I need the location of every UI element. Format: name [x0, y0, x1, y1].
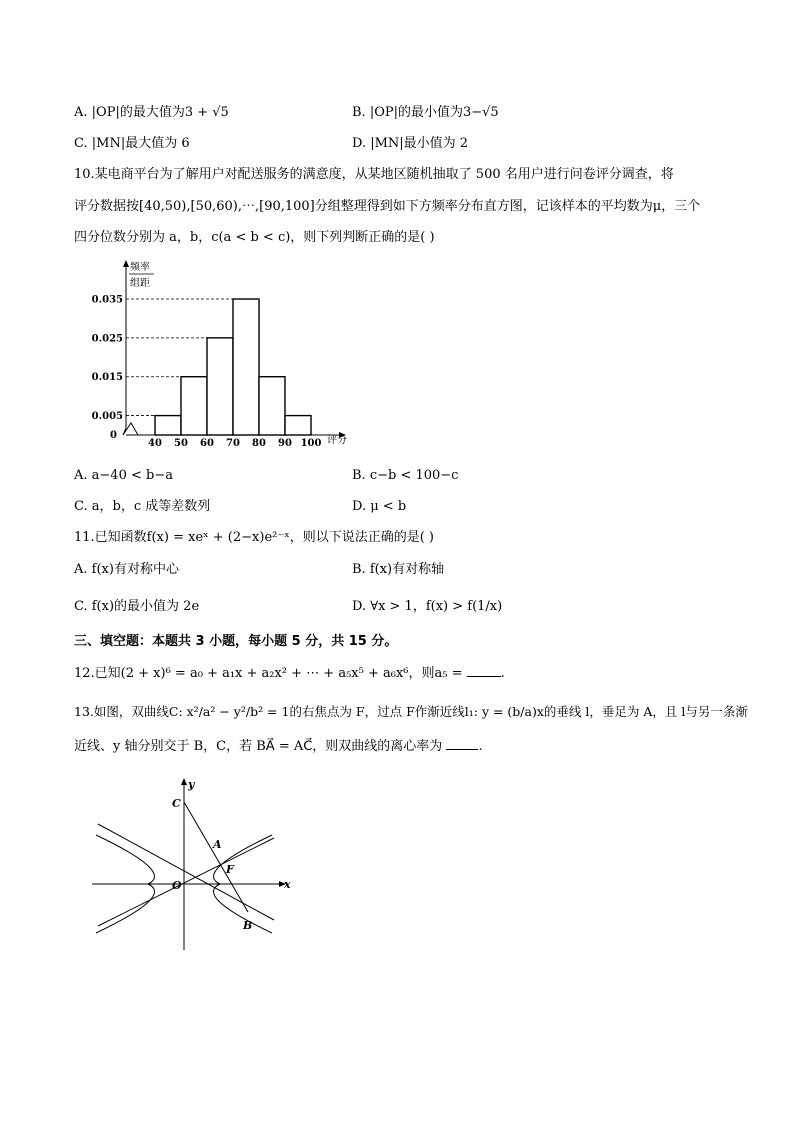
origin-label: 0 — [110, 430, 117, 441]
x-tick-label: 100 — [300, 438, 322, 449]
hyperbola-figure — [92, 774, 302, 952]
x-tick-label: 50 — [174, 438, 188, 449]
frequency-histogram — [91, 258, 370, 450]
q12-text: 12.已知(2 + x)⁶ = a₀ + a₁x + a₂x² + ⋯ + a₅x⁵ + a₆x⁶，则a₅ = — [74, 666, 463, 681]
label-o: O — [172, 879, 182, 892]
x-tick-label: 80 — [252, 438, 266, 449]
q10-option-b: B. c−b < 100−c — [352, 468, 459, 483]
label-y: y — [188, 778, 195, 791]
histogram-bar — [233, 299, 259, 435]
y-label-bottom: 组距 — [130, 278, 150, 289]
histogram-bar — [155, 416, 181, 435]
label-b: B — [243, 919, 253, 932]
line-l — [184, 802, 248, 912]
q13-stem-line1: 13.如图，双曲线C: x²/a² − y²/b² = 1的右焦点为 F，过点 F作渐近线l₁: y = (b/a)x的垂线 l，垂足为 A，且 l与另一条渐 — [74, 704, 748, 719]
q11-stem: 11.已知函数f(x) = xeˣ + (2−x)e²⁻ˣ，则以下说法正确的是( ) — [74, 530, 435, 545]
q10-option-c: C. a，b，c 成等差数列 — [74, 499, 211, 514]
label-a: A — [213, 838, 222, 851]
histogram-bar — [285, 416, 311, 435]
q10-stem-line2: 评分数据按[40,50),[50,60),⋯,[90,100]分组整理得到如下方频率分布直方图，记该样本的平均数为μ，三个 — [74, 199, 701, 214]
q12-answer-blank — [467, 664, 501, 677]
y-tick-label: 0.005 — [91, 411, 123, 423]
q13-end: . — [478, 739, 483, 754]
asymptote-l2 — [98, 824, 274, 920]
q10-stem-line1: 10.某电商平台为了解用户对配送服务的满意度，从某地区随机抽取了 500 名用户进行问卷评分调查，将 — [74, 167, 674, 182]
label-c: C — [172, 797, 181, 810]
asymptote-l1 — [98, 838, 274, 926]
label-x: x — [284, 878, 291, 891]
histogram-bar — [181, 377, 207, 435]
histogram-bar — [259, 377, 285, 435]
q11-option-a: A. f(x)有对称中心 — [74, 562, 179, 577]
q11-option-c: C. f(x)的最小值为 2e — [74, 599, 200, 614]
x-tick-label: 70 — [226, 438, 240, 449]
q11-option-d: D. ∀x > 1，f(x) > f(1/x) — [352, 599, 503, 614]
axis-break — [123, 423, 138, 435]
x-tick-label: 90 — [278, 438, 292, 449]
y-tick-label: 0.015 — [91, 372, 123, 384]
q9-option-c: C. |MN|最大值为 6 — [74, 136, 190, 151]
q12-end: . — [500, 666, 505, 681]
x-tick-label: 40 — [148, 438, 162, 449]
q9-option-b: B. |OP|的最小值为3−√5 — [352, 105, 499, 120]
x-tick-label: 60 — [200, 438, 214, 449]
x-label: 评分 — [327, 435, 347, 446]
q13-text: 近线、y 轴分别交于 B，C，若 BA⃗ = AC⃗，则双曲线的离心率为 — [74, 739, 443, 754]
q10-stem-line3: 四分位数分别为 a，b，c(a < b < c)，则下列判断正确的是( ) — [74, 230, 435, 245]
q10-option-d: D. μ < b — [352, 499, 407, 514]
section-3-heading: 三、填空题：本题共 3 小题，每小题 5 分，共 15 分。 — [74, 634, 398, 649]
label-f: F — [226, 863, 234, 876]
y-axis-arrow — [123, 260, 129, 267]
q11-option-b: B. f(x)有对称轴 — [352, 562, 445, 577]
y-axis-arrow — [181, 778, 187, 785]
q9-option-d: D. |MN|最小值为 2 — [352, 136, 469, 151]
y-tick-label: 0.035 — [91, 294, 123, 306]
q13-answer-blank — [446, 737, 478, 750]
y-label-top: 频率 — [130, 262, 150, 273]
q10-option-a: A. a−40 < b−a — [74, 468, 173, 483]
q13-stem-line2 — [74, 737, 483, 756]
q9-option-a: A. |OP|的最大值为3 + √5 — [74, 105, 229, 120]
y-tick-label: 0.025 — [91, 333, 123, 345]
histogram-bar — [207, 338, 233, 435]
q12-stem — [74, 664, 505, 683]
